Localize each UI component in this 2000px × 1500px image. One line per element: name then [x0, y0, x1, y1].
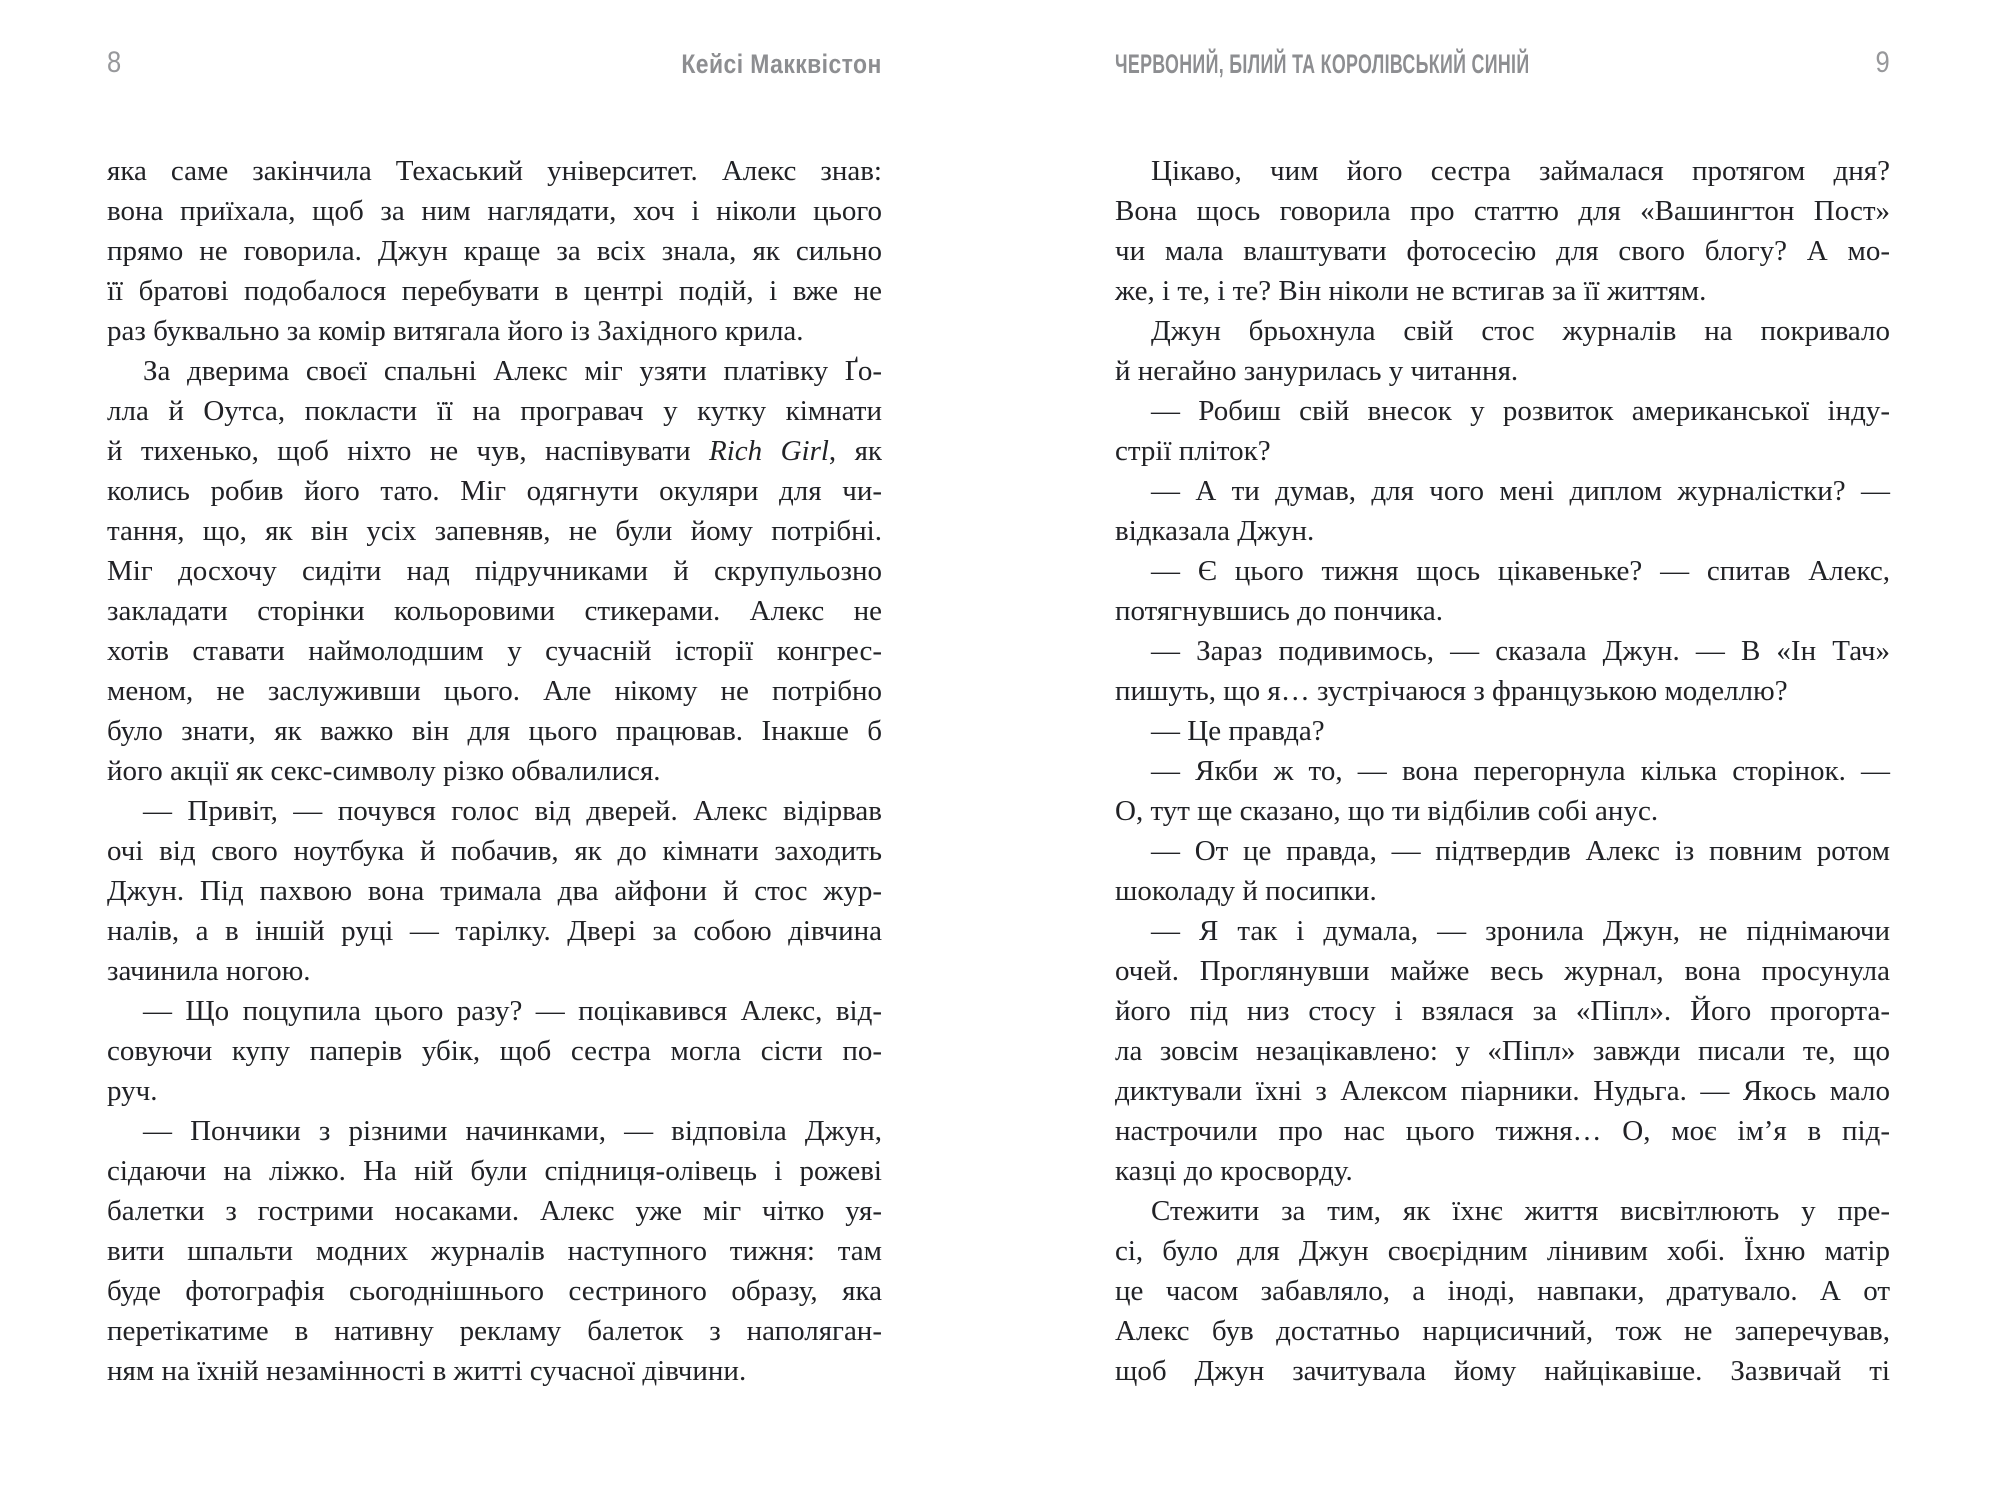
running-head-author: Кейсі Макквістон — [681, 49, 882, 79]
text-line: зачинила ногою. — [107, 955, 311, 987]
text-line: вити шпальти модних журналів наступного тижня: там — [107, 1235, 882, 1267]
text-line: — Є цього тижня щось цікавеньке? — спитав Алекс, — [1151, 555, 1890, 587]
text-line: — Привіт, — почувся голос від дверей. Алекс відірвав — [143, 795, 882, 827]
text-line: О, тут ще сказано, що ти відбілив собі анус. — [1115, 795, 1659, 827]
text-line: меном, не заслуживши цього. Але нікому не потрібно — [107, 675, 882, 707]
text-line: раз буквально за комір витягала його із Західного крила. — [107, 315, 804, 347]
text-line: За дверима своєї спальні Алекс міг узяти платівку Ґо- — [143, 355, 882, 387]
page-number-right: 9 — [1875, 46, 1890, 79]
text-line: закладати сторінки кольоровими стикерами. Алекс не — [107, 595, 882, 627]
text-line: Цікаво, чим його сестра займалася протягом дня? — [1151, 155, 1890, 187]
text-line: казці до кросворду. — [1115, 1155, 1353, 1187]
text-line: Алекс був достатньо нарцисичний, тож не заперечував, — [1115, 1315, 1890, 1347]
text-line: її братові подобалося перебувати в центрі подій, і вже не — [107, 275, 882, 307]
text-line: — Що поцупила цього разу? — поцікавився Алекс, від- — [143, 995, 882, 1027]
text-line: — Я так і думала, — зронила Джун, не піднімаючи — [1151, 915, 1890, 947]
text-line: — От це правда, — підтвердив Алекс із повним ротом — [1151, 835, 1890, 867]
text-line: тання, що, як він усіх запевняв, не були йому потрібні. — [107, 515, 882, 547]
running-head-title: ЧЕРВОНИЙ, БІЛИЙ ТА КОРОЛІВСЬКИЙ СИНІЙ — [1115, 49, 1530, 79]
text-line: буде фотографія сьогоднішнього сестриного образу, яка — [107, 1275, 882, 1307]
running-head-row-left — [107, 44, 882, 78]
text-line: хотів ставати наймолодшим у сучасній історії конгрес- — [107, 635, 882, 667]
text-line: й тихенько, щоб ніхто не чув, наспівувати Rich Girl, як — [107, 435, 882, 467]
text-line: потягнувшись до пончика. — [1115, 595, 1443, 627]
text-line: Джун брьохнула свій стос журналів на покривало — [1151, 315, 1890, 347]
text-line: й негайно занурилась у читання. — [1115, 355, 1519, 387]
text-line: перетікатиме в нативну рекламу балеток з наполяган- — [107, 1315, 882, 1347]
text-line: вона приїхала, щоб за ним наглядати, хоч і ніколи цього — [107, 195, 882, 227]
text-line: — Робиш свій внесок у розвиток американської інду- — [1151, 395, 1890, 427]
text-line: — Це правда? — [1151, 715, 1325, 747]
text-line: лла й Оутса, покласти її на програвач у кутку кімнати — [107, 395, 882, 427]
text-line: очі від свого ноутбука й побачив, як до кімнати заходить — [107, 835, 882, 867]
text-line: його під низ стосу і взялася за «Піпл». Його прогорта- — [1115, 995, 1890, 1027]
body-text-left — [107, 151, 882, 1391]
text-line: сідаючи на ліжко. На ній були спідниця-олівець і рожеві — [107, 1155, 882, 1187]
text-line: ням на їхній незамінності в житті сучасної дівчини. — [107, 1355, 747, 1387]
text-line: щоб Джун зачитувала йому найцікавіше. Зазвичай ті — [1115, 1355, 1890, 1387]
text-line: же, і те, і те? Він ніколи не встигав за її життям. — [1115, 275, 1707, 307]
text-line: совуючи купу паперів убік, щоб сестра могла сісти по- — [107, 1035, 882, 1067]
text-line: ла зовсім незацікавлено: у «Піпл» завжди писали те, що — [1115, 1035, 1890, 1067]
text-line: настрочили про нас цього тижня… О, моє ім’я в під- — [1115, 1115, 1890, 1147]
text-line: — Зараз подивимось, — сказала Джун. — В «Ін Тач» — [1151, 635, 1890, 667]
text-line: диктували їхні з Алексом піарники. Нудьга. — Якось мало — [1115, 1075, 1890, 1107]
text-line: пишуть, що я… зустрічаюся з французькою моделлю? — [1115, 675, 1788, 707]
text-line: — А ти думав, для чого мені диплом журналістки? — — [1151, 475, 1890, 507]
page-right — [1000, 0, 2000, 1500]
text-line: балетки з гострими носаками. Алекс уже міг чітко уя- — [107, 1195, 882, 1227]
text-line: колись робив його тато. Міг одягнути окуляри для чи- — [107, 475, 882, 507]
text-line: очей. Проглянувши майже весь журнал, вона просунула — [1115, 955, 1890, 987]
body-text-right — [1115, 151, 1890, 1391]
running-head-row-right — [1115, 44, 1890, 78]
text-line: стрії пліток? — [1115, 435, 1271, 467]
text-line: руч. — [107, 1075, 158, 1107]
text-line: відказала Джун. — [1115, 515, 1315, 547]
text-line: його акції як секс-символу різко обвалилися. — [107, 755, 661, 787]
text-line: Стежити за тим, як їхнє життя висвітлюють у пре- — [1151, 1195, 1890, 1227]
text-line: Вона щось говорила про статтю для «Вашингтон Пост» — [1115, 195, 1890, 227]
text-line: яка саме закінчила Техаський університет. Алекс знав: — [107, 155, 882, 187]
text-line: шоколаду й посипки. — [1115, 875, 1377, 907]
text-line: чи мала влаштувати фотосесію для свого блогу? А мо- — [1115, 235, 1890, 267]
text-line: це часом забавляло, а іноді, навпаки, дратувало. А от — [1115, 1275, 1890, 1307]
text-line: було знати, як важко він для цього працював. Інакше б — [107, 715, 882, 747]
text-line: прямо не говорила. Джун краще за всіх знала, як сильно — [107, 235, 882, 267]
text-line: Джун. Під пахвою вона тримала два айфони й стос жур- — [107, 875, 882, 907]
text-line: — Якби ж то, — вона перегорнула кілька сторінок. — — [1151, 755, 1890, 787]
text-line: Міг досхочу сидіти над підручниками й скрупульозно — [107, 555, 882, 587]
page-number-left: 8 — [107, 46, 122, 79]
italic-phrase: Rich Girl — [709, 435, 829, 467]
text-line: — Пончики з різними начинками, — відповіла Джун, — [143, 1115, 882, 1147]
text-line: сі, було для Джун своєрідним лінивим хобі. Їхню матір — [1115, 1235, 1890, 1267]
text-line: налів, а в іншій руці — тарілку. Двері за собою дівчина — [107, 915, 882, 947]
